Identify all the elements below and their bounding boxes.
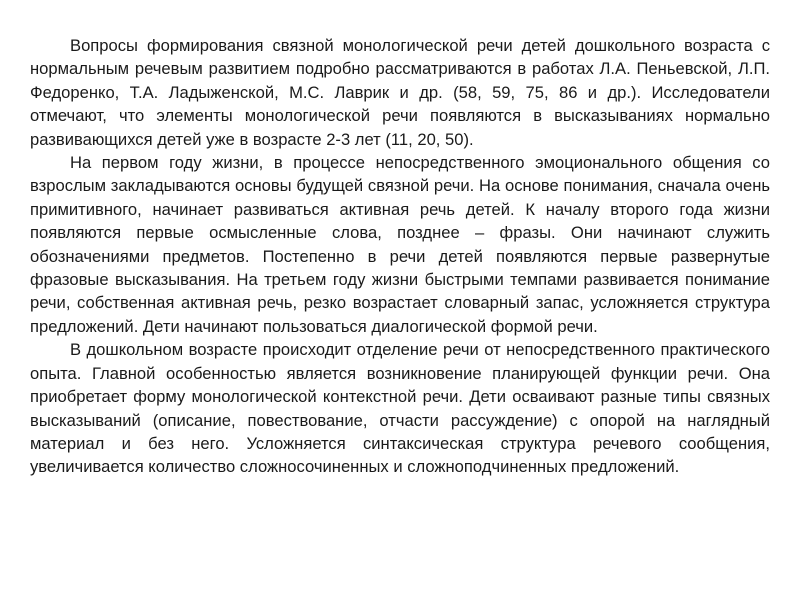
paragraph-1: Вопросы формирования связной монологической речи детей дошкольного возраста с нормальным речевым развитием подробно рассматриваются в работах Л.А. Пеньевской, Л.П. Федоренко, Т.А. Ладыженской, М.С. Лаврик и др. (58, 59, 75, 86 и др.). Исследователи отмечают, что элементы монологической речи появляются в высказываниях нормально развивающихся детей уже в возрасте 2-3 лет (11, 20, 50).	[30, 36, 770, 149]
paragraph-3: В дошкольном возрасте происходит отделение речи от непосредственного практического опыта. Главной особенностью является возникновение планирующей функции речи. Она приобретает форму монологической контекстной речи. Дети осваивают разные типы связных высказываний (описание, повествование, отчасти рассуждение) с опорой на наглядный материал и без него. Усложняется синтаксическая структура речевого сообщения, увеличивается количество сложносочиненных и сложноподчиненных предложений.	[30, 340, 770, 477]
document-body	[30, 34, 770, 479]
paragraph-2: На первом году жизни, в процессе непосредственного эмоционального общения со взрослым закладываются основы будущей связной речи. На основе понимания, сначала очень примитивного, начинает развиваться активная речь детей. К началу второго года жизни появляются первые осмысленные слова, позднее – фразы. Они начинают служить обозначениями предметов. Постепенно в речи детей появляются первые развернутые фразовые высказывания. На третьем году жизни быстрыми темпами развивается понимание речи, собственная активная речь, резко возрастает словарный запас, усложняется структура предложений. Дети начинают пользоваться диалогической формой речи.	[30, 153, 770, 336]
